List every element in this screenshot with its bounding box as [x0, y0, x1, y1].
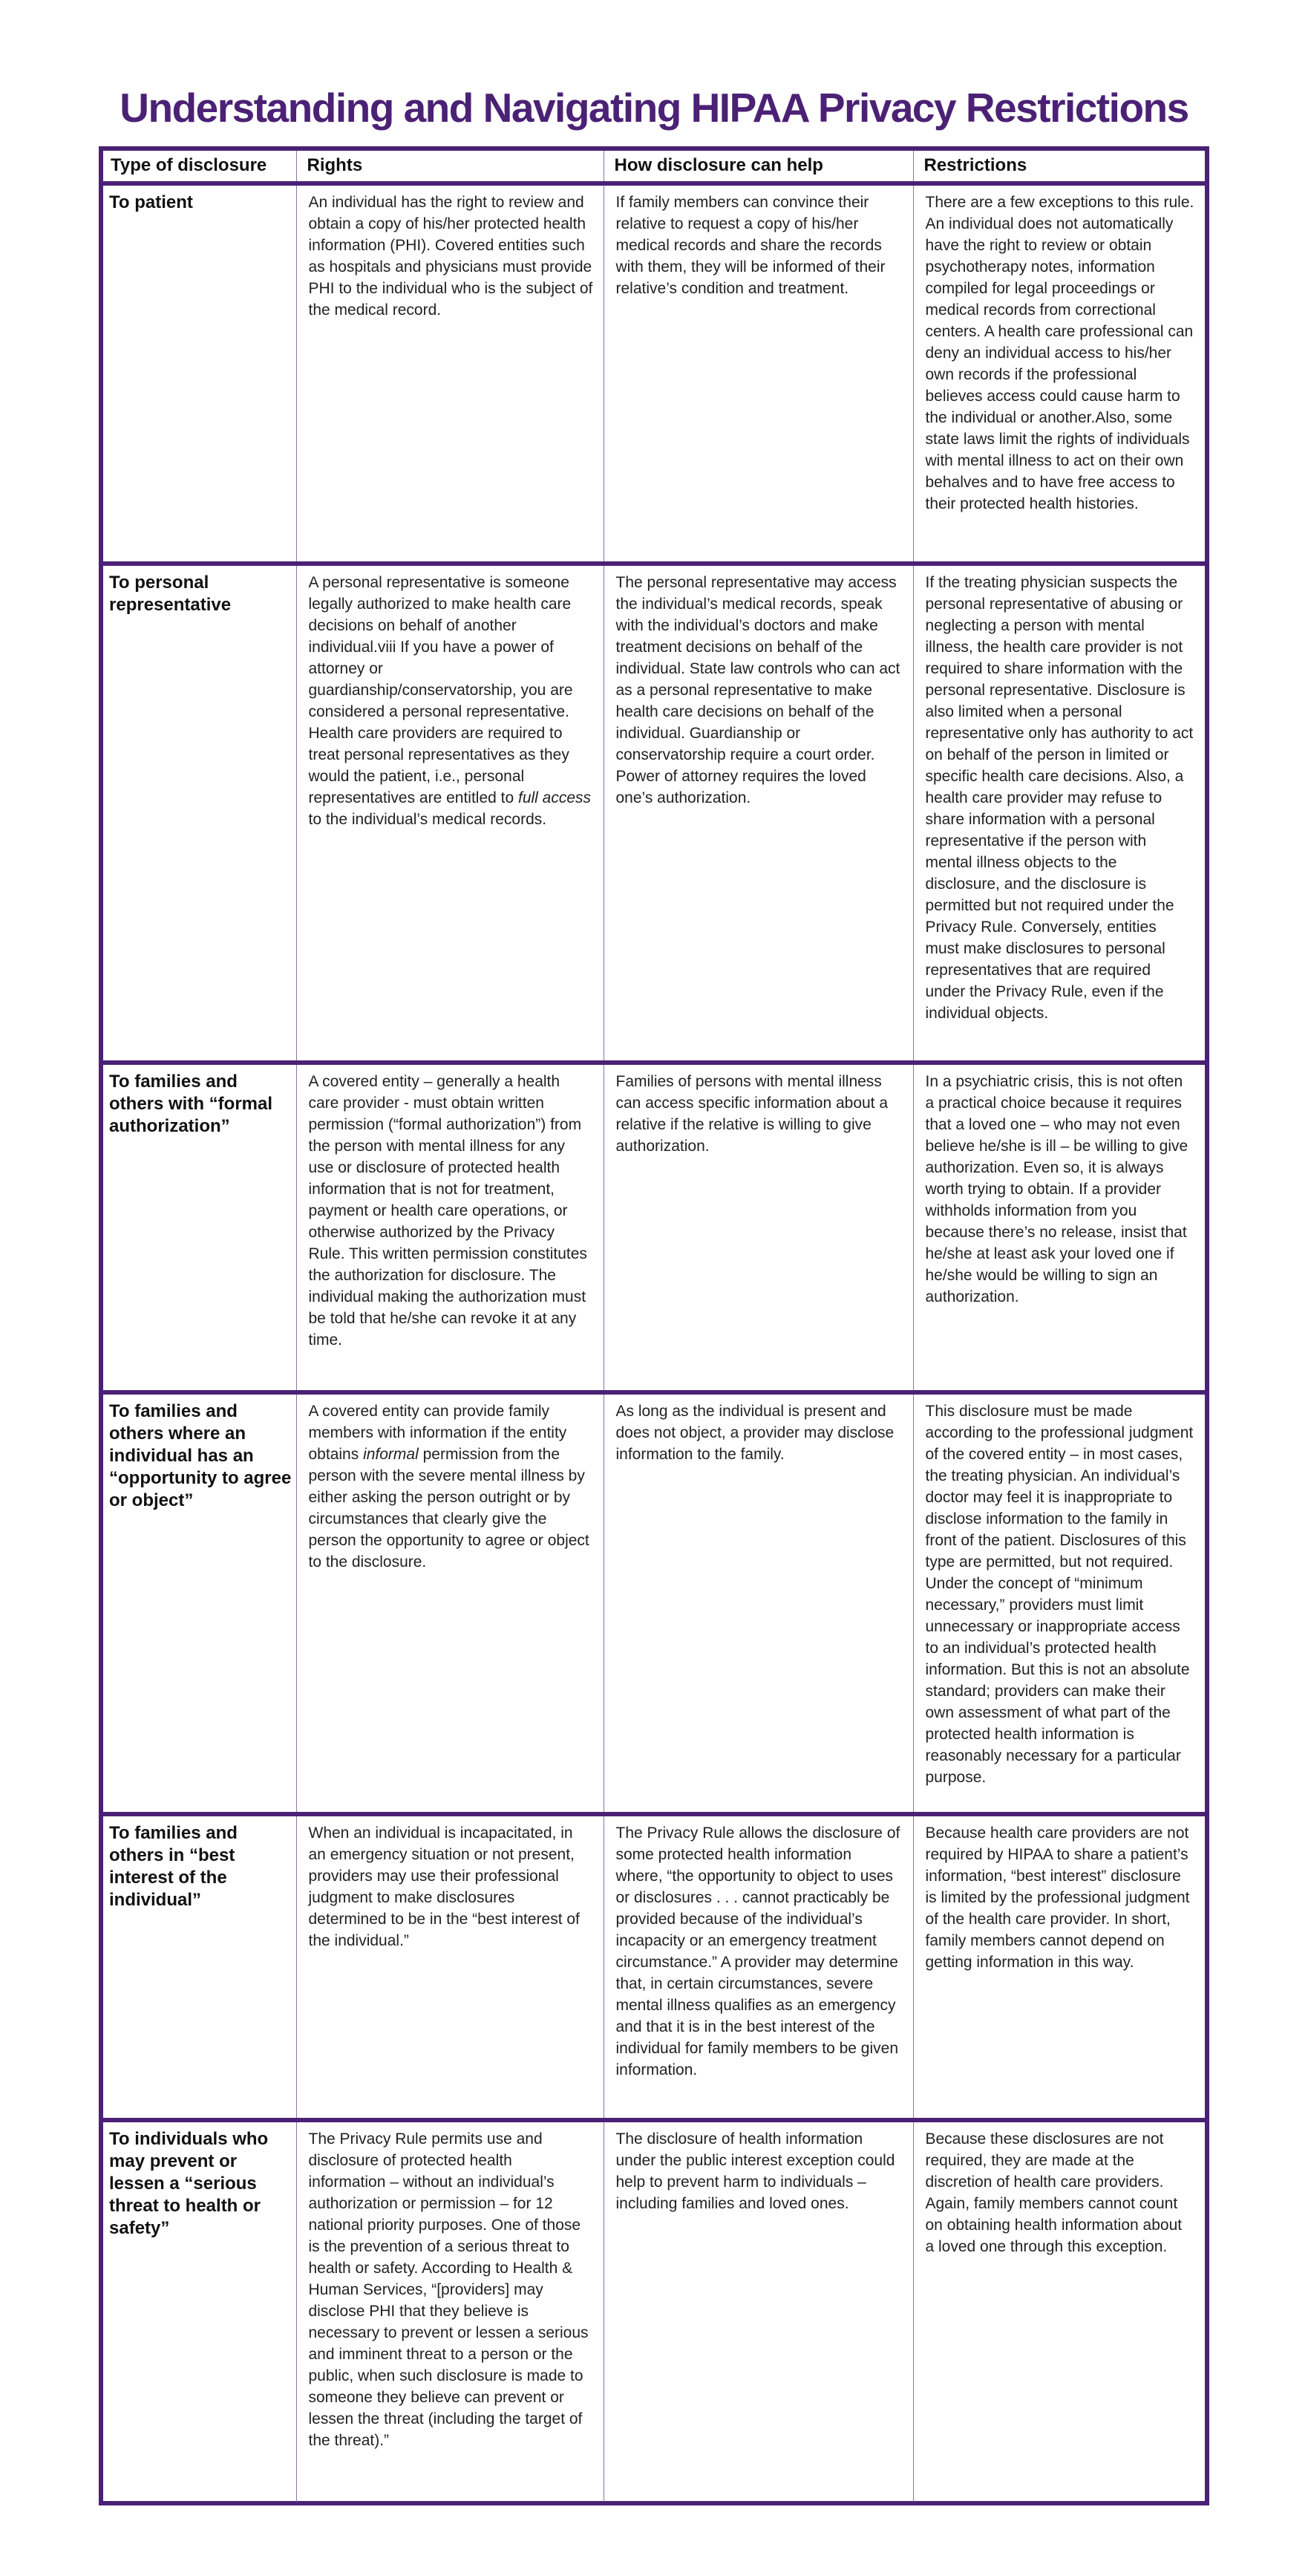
rights-cell: When an individual is incapacitated, in an emergency situation or not present, providers may use their professional judgment to make disclosures determined to be in the “best interest of the individual.” [296, 1814, 604, 2120]
header-restrictions: Restrictions [913, 151, 1205, 183]
type-cell: To families and others in “best interest of the individual” [103, 1814, 296, 2120]
rights-cell: A covered entity can provide family members with information if the entity obtains informal permission from the person with the severe mental illness by either asking the person outright or by circumstances that clearly give the person the opportunity to agree or object to the disclosure. [296, 1392, 604, 1814]
restrictions-cell: This disclosure must be made according to the professional judgment of the covered entity – in most cases, the treating physician. An individual’s doctor may feel it is inappropriate to disclose information to the family in front of the patient. Disclosures of this type are permitted, but not required. Under the concept of “minimum necessary,” providers must limit unnecessary or inappropriate access to an individual’s protected health information. But this is not an absolute standard; providers can make their own assessment of what part of the protected health information is reasonably necessary for a particular purpose. [913, 1392, 1205, 1814]
header-rights: Rights [296, 151, 604, 183]
type-cell: To families and others where an individual has an “opportunity to agree or object” [103, 1392, 296, 1814]
rights-cell: An individual has the right to review and obtain a copy of his/her protected health information (PHI). Covered entities such as hospitals and physicians must provide PHI to the individual who is the subject of the medical record. [296, 183, 604, 564]
rights-text-a: A personal representative is someone legally authorized to make health care decisions on behalf of another individual.viii If you have a power of attorney or guardianship/conservatorship, you are considered a personal representative. Health care providers are required to treat personal representatives as they would the patient, i.e., personal representatives are entitled to full access to the individual’s medical records. [308, 574, 592, 828]
restrictions-cell: Because these disclosures are not required, they are made at the discretion of health care providers. Again, family members cannot count on obtaining health information about a loved one through this exception. [925, 2130, 1183, 2255]
table-row [103, 564, 1205, 1063]
table-row [103, 1814, 1205, 2120]
table-row [103, 2120, 1205, 2502]
type-cell: To personal representative [103, 564, 296, 1063]
help-cell: Families of persons with mental illness can access specific information about a relative if the relative is willing to give authorization. [604, 1063, 913, 1392]
rights-cell: The Privacy Rule permits use and disclosure of protected health information – without an individual’s authorization or permission – for 12 national priority purposes. One of those is the prevention of a serious threat to health or safety. According to Health & Human Services, “[providers] may disclose PHI that they believe is necessary to prevent or lessen a serious and imminent threat to a person or the public, when such disclosure is made to someone they believe can prevent or lessen the threat (including the target of the threat).” [296, 2120, 604, 2502]
help-cell: The personal representative may access the individual’s medical records, speak with the individual’s doctors and make treatment decisions on behalf of the individual. State law controls who can act as a personal representative to make health care decisions on behalf of the individual. Guardianship or conservatorship require a court order. Power of attorney requires the loved one’s authorization. [604, 564, 913, 1063]
table-row [103, 1392, 1205, 1814]
type-cell: To families and others with “formal authorization” [103, 1063, 296, 1392]
rights-cell [296, 564, 604, 1063]
header-row [103, 151, 1205, 183]
restrictions-cell: There are a few exceptions to this rule. An individual does not automatically have the right to review or obtain psychotherapy notes, information compiled for legal proceedings or medical records from correctional centers. A health care professional can deny an individual access to his/her own records if the professional believes access could cause harm to the individual or another.Also, some state laws limit the rights of individuals with mental illness to act on their own behalves and to have free access to their protected health histories. [913, 183, 1205, 564]
type-cell: To individuals who may prevent or lessen a “serious threat to health or safety” [103, 2120, 296, 2502]
table-row [103, 183, 1205, 564]
help-cell: As long as the individual is present and does not object, a provider may disclose information to the family. [604, 1392, 913, 1814]
type-cell: To patient [103, 183, 296, 564]
help-cell: The Privacy Rule allows the disclosure of some protected health information where, “the opportunity to object to uses or disclosures . . . cannot practicably be provided because of the individual’s incapacity or an emergency treatment circumstance.” A provider may determine that, in certain circumstances, severe mental illness qualifies as an emergency and that it is in the best interest of the individual for family members to be given information. [604, 1814, 913, 2120]
help-cell: If family members can convince their relative to request a copy of his/her medical records and share the records with them, they will be informed of their relative’s condition and treatment. [604, 183, 913, 564]
rights-cell: A covered entity – generally a health care provider - must obtain written permission (“formal authorization”) from the person with mental illness for any use or disclosure of protected health information that is not for treatment, payment or health care operations, or otherwise authorized by the Privacy Rule. This written permission constitutes the authorization for disclosure. The individual making the authorization must be told that he/she can revoke it at any time. [296, 1063, 604, 1392]
restrictions-cell: Because health care providers are not required by HIPAA to share a patient’s information, “best interest” disclosure is limited by the professional judgment of the health care provider. In short, family members cannot depend on getting information in this way. [913, 1814, 1205, 2120]
header-type: Type of disclosure [103, 151, 296, 183]
page-title: Understanding and Navigating HIPAA Privacy Restrictions [120, 85, 1188, 131]
header-help: How disclosure can help [604, 151, 913, 183]
restrictions-cell: If the treating physician suspects the personal representative of abusing or neglecting a person with mental illness, the health care provider is not required to share information with the personal representative. Disclosure is also limited when a personal representative only has authority to act on behalf of the person in limited or specific health care decisions. Also, a health care provider may refuse to share information with a personal representative if the person with mental illness objects to the disclosure, and the disclosure is permitted but not required under the Privacy Rule. Conversely, entities must make disclosures to personal representatives that are required under the Privacy Rule, even if the individual objects. [913, 564, 1205, 1063]
help-cell: The disclosure of health information under the public interest exception could help to prevent harm to individuals – including families and loved ones. [604, 2120, 913, 2502]
disclosure-table [99, 146, 1209, 2505]
restrictions-cell: In a psychiatric crisis, this is not often a practical choice because it requires that a loved one – who may not even believe he/she is ill – be willing to give authorization. Even so, it is always worth trying to obtain. If a provider withholds information from you because there’s no release, insist that he/she at least ask your loved one if he/she would be willing to sign an authorization. [913, 1063, 1205, 1392]
table-row [103, 1063, 1205, 1392]
